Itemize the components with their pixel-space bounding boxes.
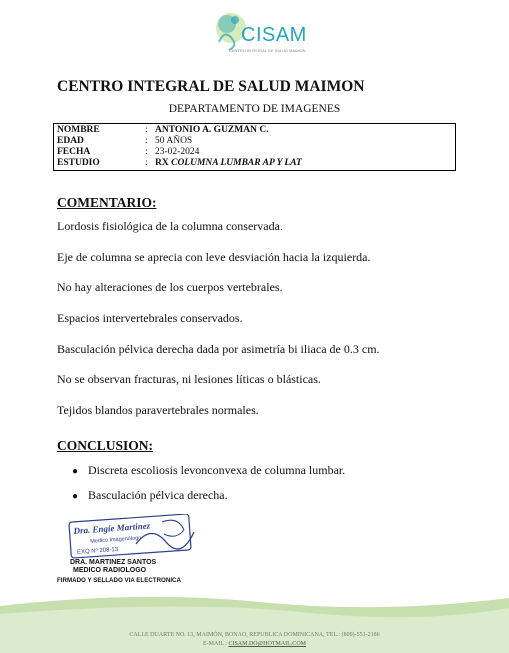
- field-label: NOMBRE: [57, 125, 100, 135]
- comment-line: Tejidos blandos paravertebrales normales.: [57, 403, 259, 417]
- patient-row-date: [57, 147, 452, 158]
- comment-line: Basculación pélvica derecha dada por asimetría bi iliaca de 0.3 cm.: [57, 342, 380, 356]
- patient-age: 50 AÑOS: [155, 136, 193, 146]
- field-label: ESTUDIO: [57, 158, 100, 168]
- patient-row-study: [57, 158, 452, 169]
- comment-line: No hay alteraciones de los cuerpos vertebrales.: [57, 280, 283, 294]
- field-label: FECHA: [57, 147, 91, 157]
- signature-stamp: [66, 514, 206, 560]
- patient-name: ANTONIO A. GUZMAN C.: [155, 125, 269, 135]
- conclusion-item: [72, 488, 228, 503]
- field-colon: :: [145, 147, 148, 157]
- field-label: EDAD: [57, 136, 84, 146]
- logo-text: CISAM: [241, 24, 307, 46]
- conclusion-text: Basculación pélvica derecha.: [88, 488, 228, 502]
- comentario-heading: COMENTARIO:: [57, 195, 157, 210]
- bullet-icon: ●: [72, 466, 79, 477]
- footer-address: CALLE DUARTE NO. 13, MAIMÓN, BONAO, REPUBLICA DOMINICANA, TEL.: (809)-551-2186: [129, 632, 380, 638]
- footer-email: [0, 641, 509, 647]
- conclusion-item: [72, 463, 345, 478]
- patient-row-age: [57, 136, 452, 147]
- field-colon: :: [145, 136, 148, 146]
- bullet-icon: ●: [72, 491, 79, 502]
- study-name: COLUMNA LUMBAR AP Y LAT: [171, 158, 302, 168]
- study-date: 23-02-2024: [155, 147, 200, 157]
- field-colon: :: [145, 125, 148, 135]
- svg-text:Dra. Engie Martinez: Dra. Engie Martinez: [73, 520, 151, 536]
- patient-info-box: [53, 123, 456, 171]
- department-title: DEPARTAMENTO DE IMAGENES: [168, 103, 341, 115]
- comment-line: Espacios intervertebrales conservados.: [57, 311, 243, 325]
- conclusion-heading: CONCLUSION:: [57, 438, 154, 453]
- doctor-title: MEDICO RADIOLOGO: [73, 567, 147, 574]
- field-colon: :: [145, 158, 148, 168]
- comment-line: Lordosis fisiológica de la columna conservada.: [57, 219, 283, 233]
- svg-text:Medico Imagenólogo: Medico Imagenólogo: [90, 535, 142, 545]
- signature-note: FIRMADO Y SELLADO VIA ELECTRONICA: [57, 577, 181, 584]
- email-link[interactable]: CISAM.DO@HOTMAIL.COM: [228, 641, 306, 647]
- document-title: CENTRO INTEGRAL DE SALUD MAIMON: [57, 78, 365, 95]
- logo-tagline: CENTRO INTEGRAL DE SALUD MAIMON: [229, 48, 306, 53]
- conclusion-text: Discreta escoliosis levonconvexa de columna lumbar.: [88, 463, 346, 477]
- study-prefix: RX: [155, 158, 169, 168]
- comment-line: Eje de columna se aprecia con leve desviación hacia la izquierda.: [57, 250, 371, 264]
- patient-row-name: [57, 125, 452, 136]
- doctor-name: DRA. MARTINEZ SANTOS: [70, 559, 157, 566]
- email-label: E-MAIL :: [203, 641, 229, 647]
- cisam-logo: [205, 6, 325, 60]
- comment-line: No se observan fracturas, ni lesiones líticas o blásticas.: [57, 372, 321, 386]
- svg-text:EXQ Nº 208-13: EXQ Nº 208-13: [76, 546, 119, 556]
